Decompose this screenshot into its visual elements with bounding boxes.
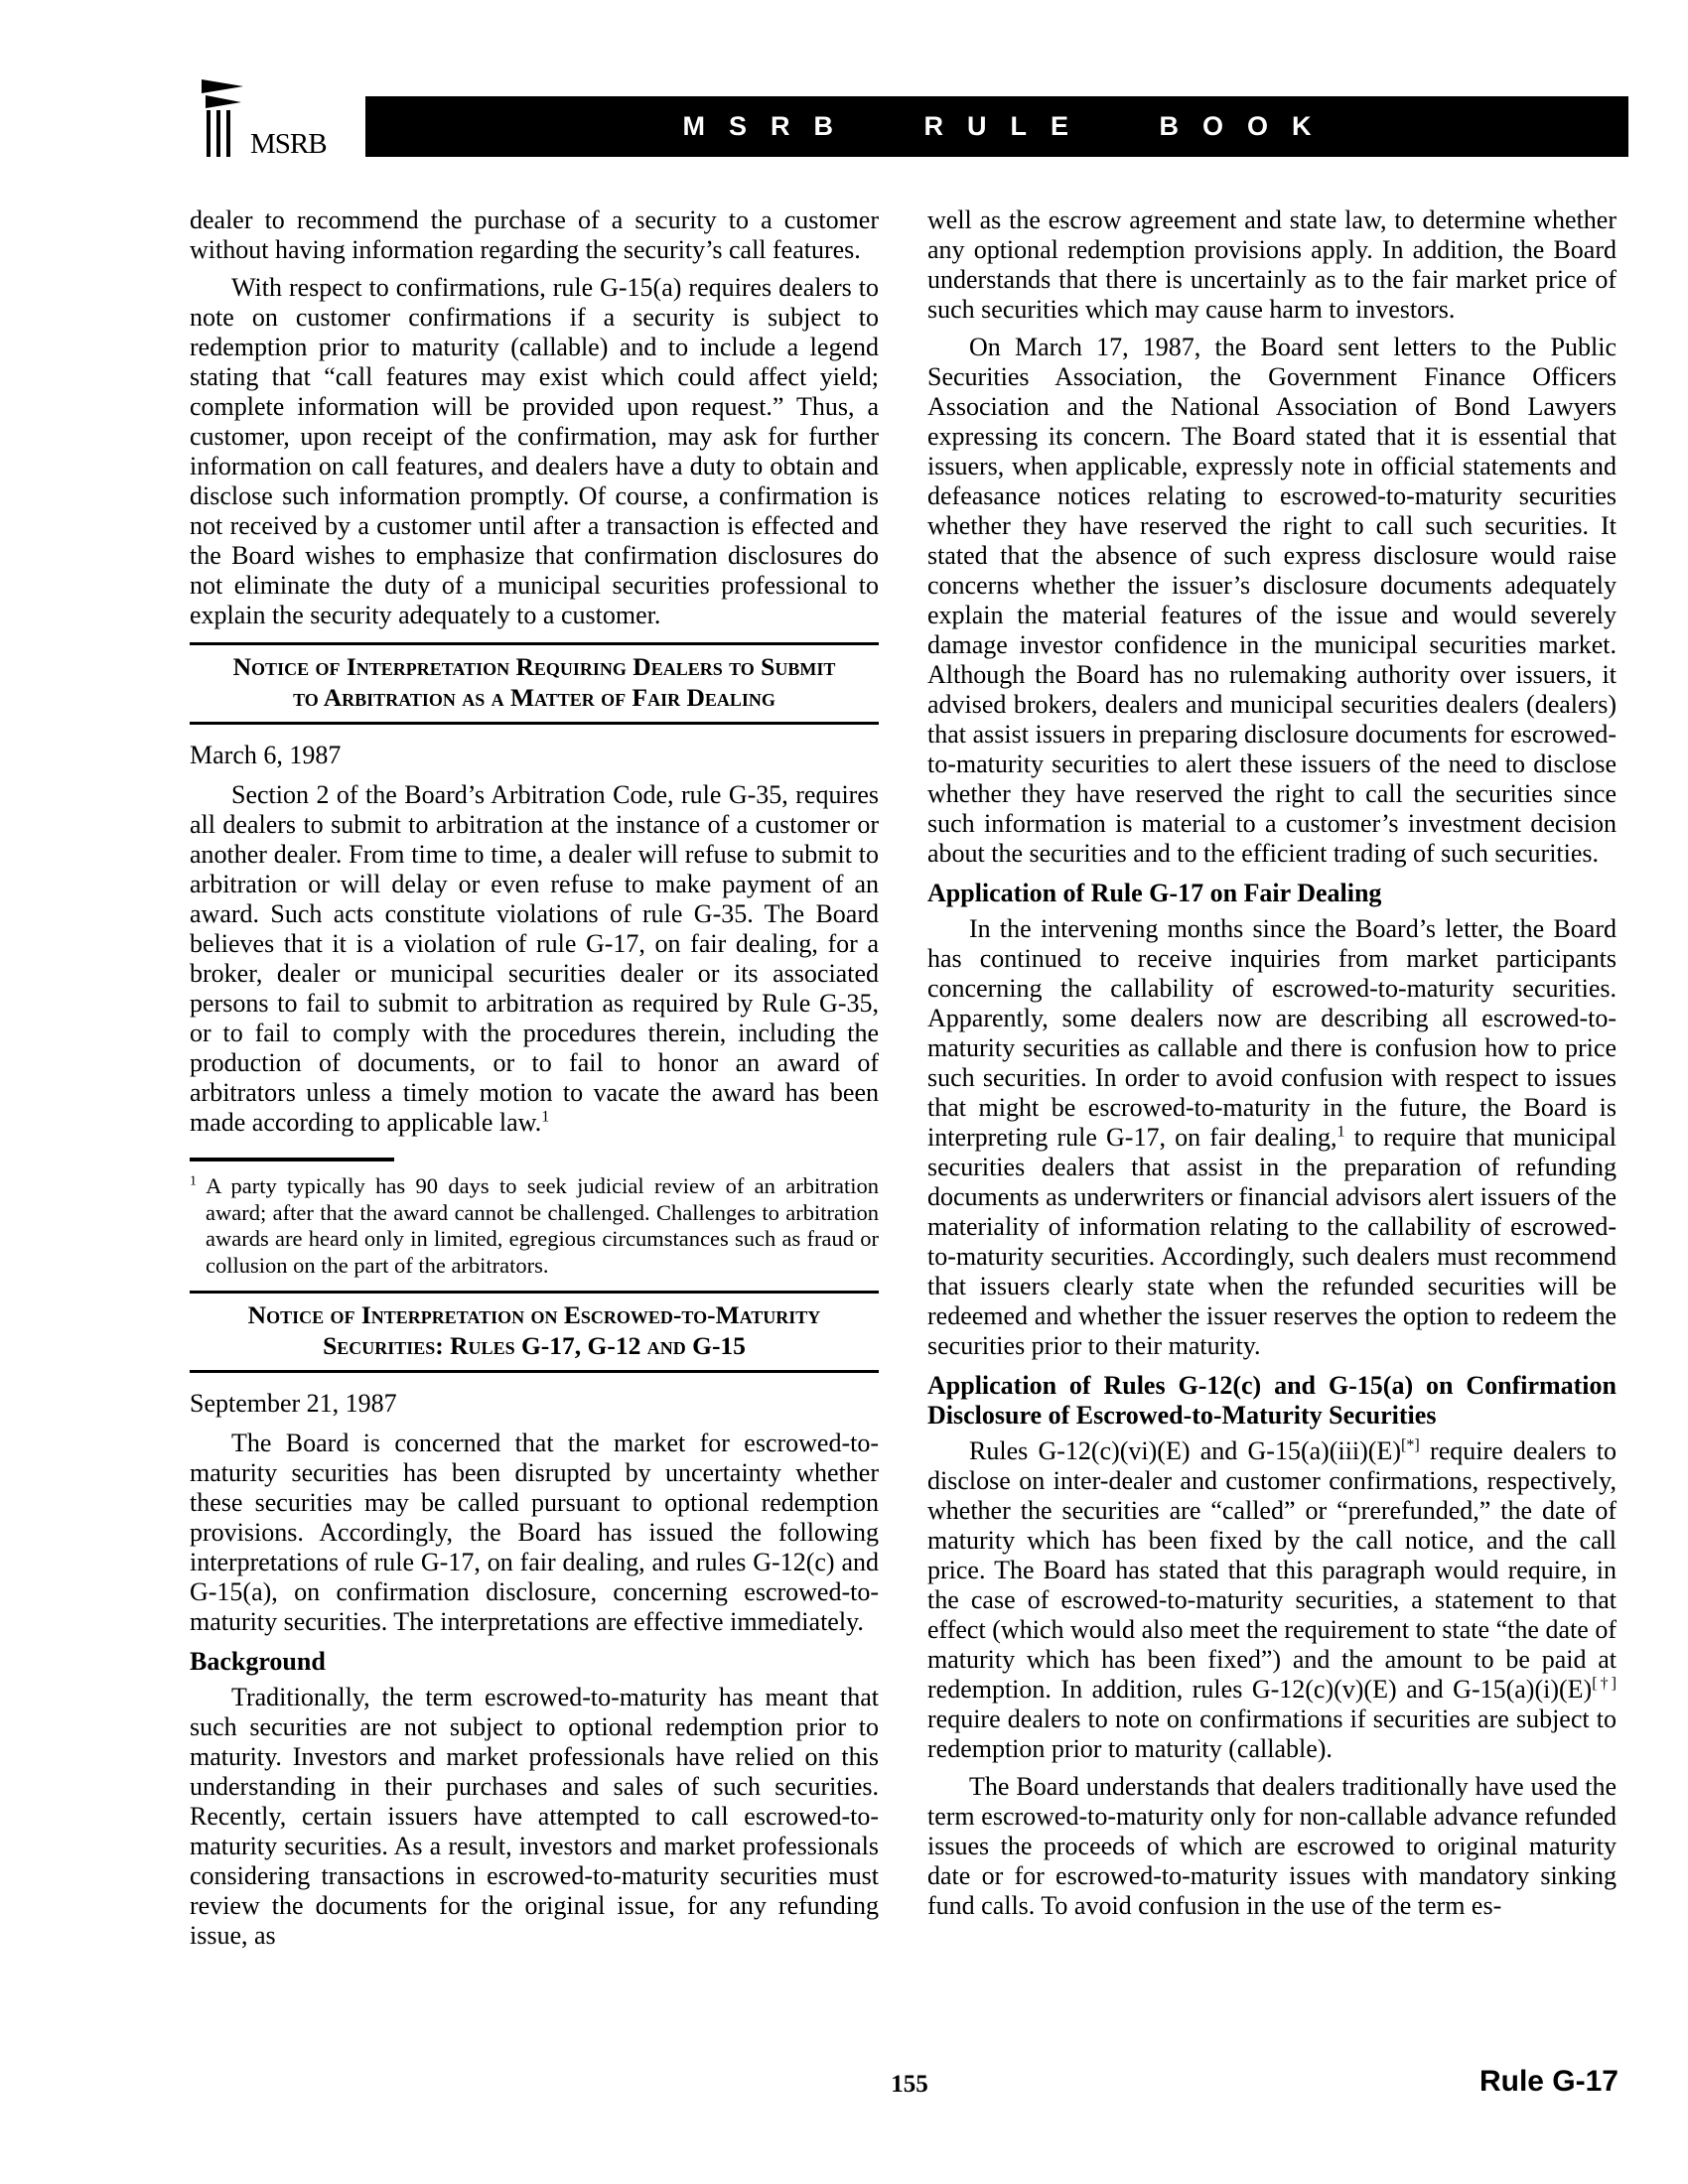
footnote-text [190, 1173, 879, 1279]
footnote [190, 1158, 879, 1279]
paragraph: With respect to confirmations, rule G-15(a) requires dealers to note on customer confirmations if a security is subject to redemption prior to maturity (callable) and to include a legend stating that “call features may exist which could affect yield; complete information will be provided upon request.” Thus, a customer, upon receipt of the confirmation, may ask for further information on call features, and dealers have a duty to obtain and disclose such information promptly. Of course, a confirmation is not received by a customer until after a transaction is effected and the Board wishes to emphasize that confirmation disclosures do not eliminate the duty of a municipal securities professional to explain the security adequately to a customer. [190, 273, 879, 629]
subhead-application-g12-g15: Application of Rules G-12(c) and G-15(a) on Confirmation Disclosure of Escrowed-to-Maturity Securities [927, 1371, 1617, 1430]
paragraph: On March 17, 1987, the Board sent letters to the Public Securities Association, the Government Finance Officers Association and the National Association of Bond Lawyers expressing its concern. The Board stated that it is essential that issuers, when applicable, expressly note in official statements and defeasance notices relating to escrowed-to-maturity securities whether they have reserved the right to call such securities. It stated that the absence of such express disclosure would raise concerns whether the issuer’s disclosure documents adequately explain the material features of the issue and would severely damage investor confidence in the municipal securities market. Although the Board has no rulemaking authority over issuers, it advised brokers, dealers and municipal securities dealers (dealers) that assist issuers in preparing disclosure documents for escrowed-to-maturity securities to alert these issuers of the need to disclose whether they have reserved the right to call the securities since such information is material to a customer’s investment decision about the securities and to the efficient trading of such securities. [927, 333, 1617, 868]
section-heading-escrowed [190, 1291, 879, 1373]
footnote-separator [190, 1158, 394, 1161]
msrb-logo-text: MSRB [250, 128, 327, 161]
paragraph-continuation: well as the escrow agreement and state law, to determine whether any optional redemption provisions apply. In addition, the Board understands that there is uncertainly as to the fair market price of such securities which may cause harm to investors. [927, 205, 1617, 324]
date-line: March 6, 1987 [190, 741, 342, 769]
subhead-background: Background [190, 1647, 326, 1676]
rulebook-banner [365, 96, 1628, 157]
footnote-body: A party typically has 90 days to seek judicial review of an arbitration award; after that the award cannot be challenged. Challenges to arbitration awards are heard only in limited, egregious circumstances such as fraud or collusion on the part of the arbitrators. [206, 1173, 879, 1278]
msrb-columns-icon [199, 77, 250, 157]
paragraph: Section 2 of the Board’s Arbitration Code, rule G-35, requires all dealers to submit to arbitration at the instance of a customer or another dealer. From time to time, a dealer will refuse to submit to arbitration or will delay or even refuse to make payment of an award. Such acts constitute violations of rule G-35. The Board believes that it is a violation of rule G-17, on fair dealing, for a broker, dealer or municipal securities dealer or its associated persons to fail to submit to arbitration as required by Rule G-35, or to fail to comply with the procedures therein, including the production of documents, or to fail to honor an award of arbitrators unless a timely motion to vacate the award has been made according to applicable law.$^1$ [190, 780, 879, 1137]
heading-line: Securities: Rules G-17, G-12 and G-15 [323, 1331, 746, 1360]
rule-label: Rule G-17 [1478, 2065, 1618, 2098]
heading-line: Notice of Interpretation Requiring Dealers to Submit [232, 652, 836, 681]
footnote-marker: 1 [190, 1173, 197, 1189]
left-column [190, 205, 879, 1959]
paragraph: Traditionally, the term escrowed-to-maturity has meant that such securities are not subject to optional redemption prior to maturity. Investors and market professionals have relied on this understanding in their purchases and sales of such securities. Recently, certain issuers have attempted to call escrowed-to-maturity securities. As a result, investors and market professionals considering transactions in escrowed-to-maturity securities must review the documents for the original issue, for any refunding issue, as [190, 1683, 879, 1950]
banner-title: MSRB RULE BOOK [682, 111, 1336, 141]
date-line: September 21, 1987 [190, 1389, 397, 1418]
paragraph: In the intervening months since the Board’s letter, the Board has continued to receive inquiries from market participants concerning the callability of escrowed-to-maturity securities. Apparently, some dealers now are describing all escrowed-to-maturity securities as callable and there is confusion how to price such securities. In order to avoid confusion with respect to issues that might be escrowed-to-maturity in the future, the Board is interpreting rule G-17, on fair dealing,$^1$ to require that municipal securities dealers that assist in the preparation of refunding documents as underwriters or financial advisors alert issuers of the materiality of information relating to the callability of escrowed-to-maturity securities. Accordingly, such dealers must recommend that issuers clearly state when the refunded securities will be redeemed and whether the issuer reserves the option to redeem the securities prior to their maturity. [927, 914, 1617, 1360]
right-column [927, 205, 1617, 1959]
section-heading-arbitration [190, 642, 879, 725]
paragraph-continuation: dealer to recommend the purchase of a security to a customer without having information regarding the security’s call features. [190, 205, 879, 264]
paragraph: Rules G-12(c)(vi)(E) and G-15(a)(iii)(E)[*] require dealers to disclose on inter-dealer and customer confirmations, respectively, whether the securities are “called” or “prerefunded,” the date of maturity which has been fixed by the call notice, and the call price. The Board has stated that this paragraph would require, in the case of escrowed-to-maturity securities, a statement to that effect (which would also meet the requirement to state “the date of maturity which has been fixed”) and the amount to be paid at redemption. In addition, rules G-12(c)(v)(E) and G-15(a)(i)(E)[†] require dealers to note on confirmations if securities are subject to redemption prior to maturity (callable). [927, 1436, 1617, 1763]
paragraph: The Board understands that dealers traditionally have used the term escrowed-to-maturity only for non-callable advance refunded issues the proceeds of which are escrowed to original maturity date or for escrowed-to-maturity issues with mandatory sinking fund calls. To avoid confusion in the use of the term es- [927, 1772, 1617, 1920]
page-number: 155 [891, 2071, 928, 2098]
two-column-body [190, 205, 1617, 1959]
heading-line: Notice of Interpretation on Escrowed-to-Maturity [247, 1300, 821, 1329]
msrb-logo [199, 77, 327, 161]
paragraph: The Board is concerned that the market for escrowed-to-maturity securities has been disrupted by uncertainty whether these securities may be called pursuant to optional redemption provisions. Accordingly, the Board has issued the following interpretations of rule G-17, on fair dealing, and rules G-12(c) and G-15(a), on confirmation disclosure, concerning escrowed-to-maturity securities. The interpretations are effective immediately. [190, 1429, 879, 1636]
subhead-application-g17: Application of Rule G-17 on Fair Dealing [927, 879, 1382, 907]
heading-line: to Arbitration as a Matter of Fair Dealing [293, 683, 775, 712]
